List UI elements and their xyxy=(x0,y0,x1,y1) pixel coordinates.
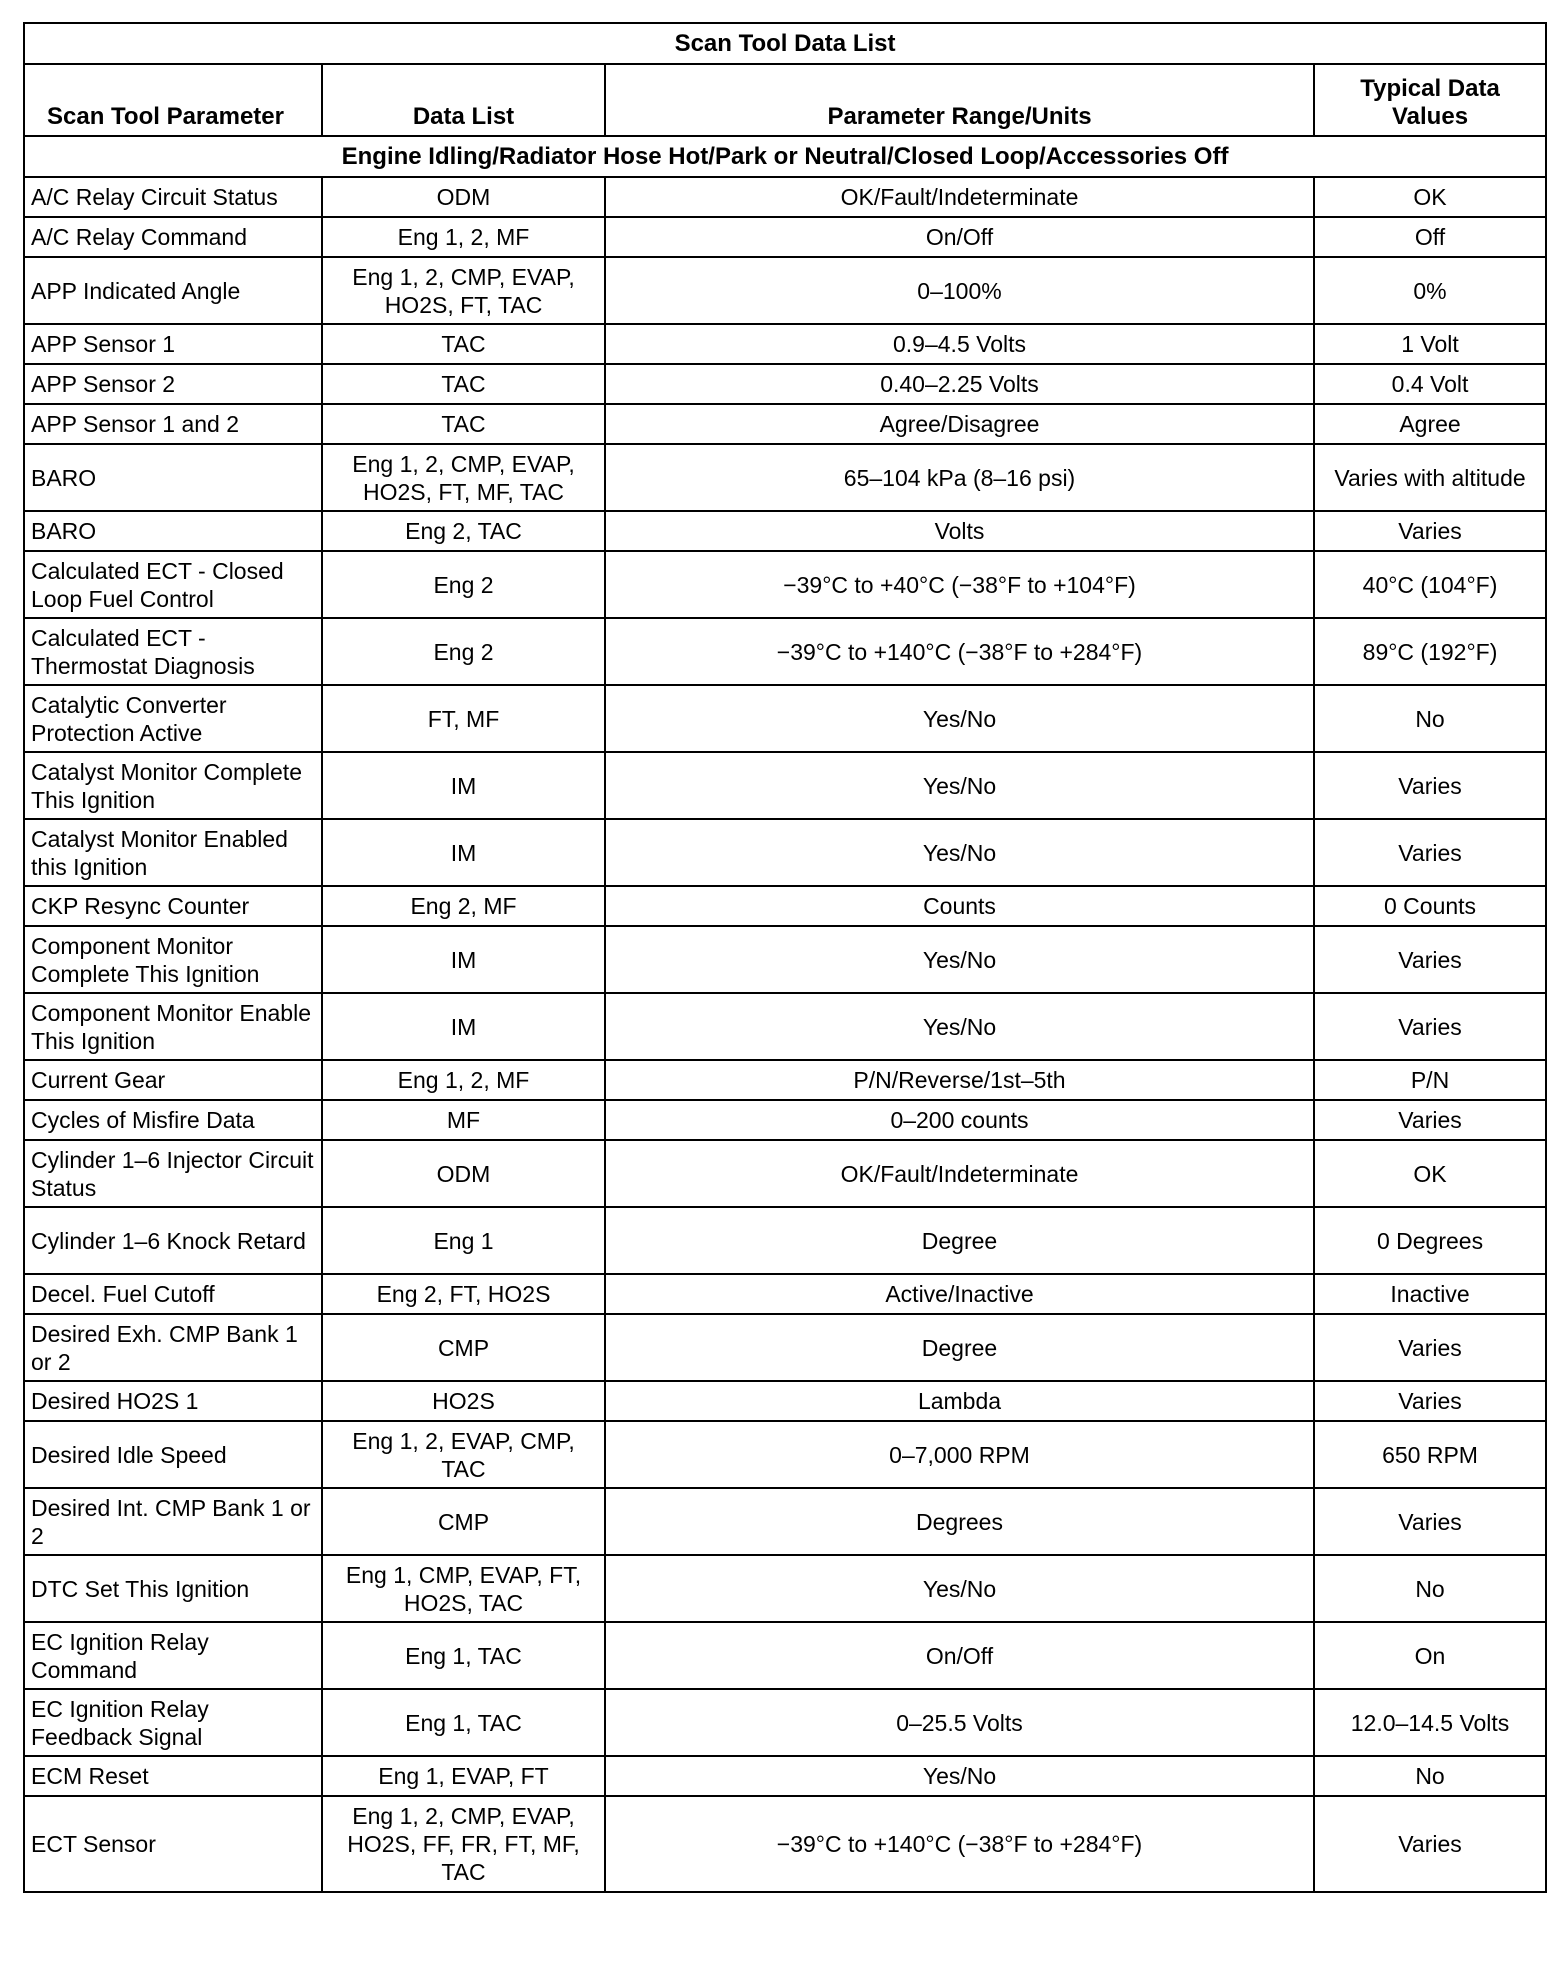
cell-typical-value: 89°C (192°F) xyxy=(1314,618,1546,685)
cell-range-units: 0.40–2.25 Volts xyxy=(605,364,1314,404)
cell-range-units: Volts xyxy=(605,511,1314,551)
cell-range-units: Lambda xyxy=(605,1381,1314,1421)
table-row xyxy=(24,1555,1546,1622)
table-row xyxy=(24,1207,1546,1274)
cell-data-list: TAC xyxy=(322,324,605,364)
cell-range-units: Counts xyxy=(605,886,1314,926)
table-row xyxy=(24,1060,1546,1100)
cell-typical-value: No xyxy=(1314,1756,1546,1796)
cell-data-list: Eng 1, 2, EVAP, CMP, TAC xyxy=(322,1421,605,1488)
cell-data-list: TAC xyxy=(322,364,605,404)
table-row xyxy=(24,1274,1546,1314)
cell-parameter: BARO xyxy=(24,511,322,551)
cell-range-units: Yes/No xyxy=(605,752,1314,819)
cell-parameter: EC Ignition Relay Feedback Signal xyxy=(24,1689,322,1756)
cell-parameter: EC Ignition Relay Command xyxy=(24,1622,322,1689)
table-row xyxy=(24,1689,1546,1756)
table-row xyxy=(24,364,1546,404)
cell-typical-value: P/N xyxy=(1314,1060,1546,1100)
cell-parameter: Component Monitor Complete This Ignition xyxy=(24,926,322,993)
column-header-typical-values: Typical Data Values xyxy=(1314,64,1546,136)
cell-range-units: Degree xyxy=(605,1207,1314,1274)
cell-parameter: Calculated ECT - Thermostat Diagnosis xyxy=(24,618,322,685)
cell-parameter: Catalytic Converter Protection Active xyxy=(24,685,322,752)
cell-data-list: Eng 1, TAC xyxy=(322,1622,605,1689)
cell-parameter: Catalyst Monitor Complete This Ignition xyxy=(24,752,322,819)
cell-typical-value: 1 Volt xyxy=(1314,324,1546,364)
cell-range-units: −39°C to +140°C (−38°F to +284°F) xyxy=(605,618,1314,685)
cell-typical-value: OK xyxy=(1314,177,1546,217)
cell-parameter: APP Sensor 2 xyxy=(24,364,322,404)
cell-data-list: TAC xyxy=(322,404,605,444)
cell-parameter: Desired HO2S 1 xyxy=(24,1381,322,1421)
cell-range-units: 0.9–4.5 Volts xyxy=(605,324,1314,364)
table-row xyxy=(24,1421,1546,1488)
cell-range-units: 0–200 counts xyxy=(605,1100,1314,1140)
table-row xyxy=(24,886,1546,926)
cell-typical-value: Varies xyxy=(1314,752,1546,819)
cell-parameter: BARO xyxy=(24,444,322,511)
table-title: Scan Tool Data List xyxy=(24,23,1546,64)
column-header-parameter: Scan Tool Parameter xyxy=(24,64,322,136)
table-row xyxy=(24,177,1546,217)
table-row xyxy=(24,1314,1546,1381)
cell-range-units: 0–100% xyxy=(605,257,1314,324)
cell-range-units: P/N/Reverse/1st–5th xyxy=(605,1060,1314,1100)
cell-data-list: Eng 1, 2, CMP, EVAP, HO2S, FF, FR, FT, MF, TAC xyxy=(322,1796,605,1892)
scan-tool-data-document xyxy=(23,22,1545,1893)
cell-typical-value: Varies xyxy=(1314,819,1546,886)
cell-data-list: Eng 1, 2, MF xyxy=(322,217,605,257)
cell-parameter: Current Gear xyxy=(24,1060,322,1100)
table-row xyxy=(24,257,1546,324)
cell-typical-value: Inactive xyxy=(1314,1274,1546,1314)
cell-data-list: IM xyxy=(322,926,605,993)
table-row xyxy=(24,685,1546,752)
cell-data-list: IM xyxy=(322,819,605,886)
cell-range-units: On/Off xyxy=(605,217,1314,257)
cell-range-units: Yes/No xyxy=(605,993,1314,1060)
column-header-range-units: Parameter Range/Units xyxy=(605,64,1314,136)
cell-range-units: −39°C to +40°C (−38°F to +104°F) xyxy=(605,551,1314,618)
cell-data-list: Eng 1 xyxy=(322,1207,605,1274)
cell-typical-value: No xyxy=(1314,685,1546,752)
cell-range-units: Degree xyxy=(605,1314,1314,1381)
cell-typical-value: No xyxy=(1314,1555,1546,1622)
cell-range-units: Yes/No xyxy=(605,1756,1314,1796)
cell-typical-value: 650 RPM xyxy=(1314,1421,1546,1488)
table-row xyxy=(24,324,1546,364)
cell-typical-value: Varies xyxy=(1314,1381,1546,1421)
cell-range-units: 0–7,000 RPM xyxy=(605,1421,1314,1488)
cell-data-list: Eng 2, MF xyxy=(322,886,605,926)
cell-typical-value: Varies xyxy=(1314,926,1546,993)
cell-data-list: Eng 1, CMP, EVAP, FT, HO2S, TAC xyxy=(322,1555,605,1622)
cell-parameter: Component Monitor Enable This Ignition xyxy=(24,993,322,1060)
cell-typical-value: Varies xyxy=(1314,1488,1546,1555)
cell-parameter: Decel. Fuel Cutoff xyxy=(24,1274,322,1314)
cell-parameter: A/C Relay Command xyxy=(24,217,322,257)
table-row xyxy=(24,217,1546,257)
table-row xyxy=(24,926,1546,993)
cell-typical-value: 0 Counts xyxy=(1314,886,1546,926)
cell-parameter: Cylinder 1–6 Knock Retard xyxy=(24,1207,322,1274)
cell-data-list: Eng 1, 2, CMP, EVAP, HO2S, FT, TAC xyxy=(322,257,605,324)
cell-parameter: APP Sensor 1 and 2 xyxy=(24,404,322,444)
table-row xyxy=(24,551,1546,618)
column-header-data-list: Data List xyxy=(322,64,605,136)
cell-parameter: ECT Sensor xyxy=(24,1796,322,1892)
cell-data-list: HO2S xyxy=(322,1381,605,1421)
table-row xyxy=(24,1381,1546,1421)
cell-range-units: On/Off xyxy=(605,1622,1314,1689)
cell-parameter: APP Indicated Angle xyxy=(24,257,322,324)
cell-data-list: Eng 1, 2, CMP, EVAP, HO2S, FT, MF, TAC xyxy=(322,444,605,511)
cell-data-list: IM xyxy=(322,752,605,819)
cell-data-list: Eng 2, TAC xyxy=(322,511,605,551)
cell-typical-value: 40°C (104°F) xyxy=(1314,551,1546,618)
table-row xyxy=(24,1796,1546,1892)
cell-typical-value: OK xyxy=(1314,1140,1546,1207)
table-row xyxy=(24,752,1546,819)
cell-range-units: OK/Fault/Indeterminate xyxy=(605,1140,1314,1207)
cell-range-units: Yes/No xyxy=(605,1555,1314,1622)
cell-parameter: APP Sensor 1 xyxy=(24,324,322,364)
cell-typical-value: 0 Degrees xyxy=(1314,1207,1546,1274)
cell-range-units: Yes/No xyxy=(605,685,1314,752)
table-row xyxy=(24,511,1546,551)
cell-data-list: CMP xyxy=(322,1314,605,1381)
cell-data-list: Eng 2 xyxy=(322,618,605,685)
cell-data-list: Eng 1, TAC xyxy=(322,1689,605,1756)
cell-parameter: Desired Idle Speed xyxy=(24,1421,322,1488)
cell-typical-value: Varies xyxy=(1314,1100,1546,1140)
table-body xyxy=(24,177,1546,1892)
table-row xyxy=(24,993,1546,1060)
cell-typical-value: 12.0–14.5 Volts xyxy=(1314,1689,1546,1756)
cell-data-list: Eng 2 xyxy=(322,551,605,618)
cell-data-list: CMP xyxy=(322,1488,605,1555)
cell-range-units: 65–104 kPa (8–16 psi) xyxy=(605,444,1314,511)
cell-typical-value: Varies xyxy=(1314,1796,1546,1892)
scan-tool-data-table xyxy=(23,22,1547,1893)
table-row xyxy=(24,1100,1546,1140)
cell-data-list: ODM xyxy=(322,1140,605,1207)
cell-data-list: MF xyxy=(322,1100,605,1140)
table-row xyxy=(24,819,1546,886)
cell-range-units: −39°C to +140°C (−38°F to +284°F) xyxy=(605,1796,1314,1892)
cell-typical-value: Off xyxy=(1314,217,1546,257)
cell-range-units: OK/Fault/Indeterminate xyxy=(605,177,1314,217)
cell-parameter: Catalyst Monitor Enabled this Ignition xyxy=(24,819,322,886)
cell-parameter: A/C Relay Circuit Status xyxy=(24,177,322,217)
cell-range-units: Yes/No xyxy=(605,926,1314,993)
operating-condition-row: Engine Idling/Radiator Hose Hot/Park or Neutral/Closed Loop/Accessories Off xyxy=(24,136,1546,177)
cell-data-list: Eng 2, FT, HO2S xyxy=(322,1274,605,1314)
cell-parameter: ECM Reset xyxy=(24,1756,322,1796)
table-row xyxy=(24,1488,1546,1555)
cell-parameter: CKP Resync Counter xyxy=(24,886,322,926)
cell-typical-value: Varies xyxy=(1314,993,1546,1060)
cell-typical-value: Varies xyxy=(1314,511,1546,551)
cell-parameter: Desired Int. CMP Bank 1 or 2 xyxy=(24,1488,322,1555)
cell-typical-value: 0% xyxy=(1314,257,1546,324)
cell-typical-value: 0.4 Volt xyxy=(1314,364,1546,404)
cell-range-units: Degrees xyxy=(605,1488,1314,1555)
cell-range-units: 0–25.5 Volts xyxy=(605,1689,1314,1756)
cell-data-list: Eng 1, EVAP, FT xyxy=(322,1756,605,1796)
cell-range-units: Agree/Disagree xyxy=(605,404,1314,444)
cell-parameter: Calculated ECT - Closed Loop Fuel Control xyxy=(24,551,322,618)
table-row xyxy=(24,1140,1546,1207)
cell-range-units: Active/Inactive xyxy=(605,1274,1314,1314)
cell-range-units: Yes/No xyxy=(605,819,1314,886)
table-row xyxy=(24,1756,1546,1796)
cell-parameter: DTC Set This Ignition xyxy=(24,1555,322,1622)
cell-parameter: Cylinder 1–6 Injector Circuit Status xyxy=(24,1140,322,1207)
table-row xyxy=(24,1622,1546,1689)
cell-parameter: Desired Exh. CMP Bank 1 or 2 xyxy=(24,1314,322,1381)
table-row xyxy=(24,404,1546,444)
cell-typical-value: Varies xyxy=(1314,1314,1546,1381)
cell-data-list: ODM xyxy=(322,177,605,217)
table-row xyxy=(24,618,1546,685)
cell-typical-value: Agree xyxy=(1314,404,1546,444)
cell-parameter: Cycles of Misfire Data xyxy=(24,1100,322,1140)
cell-data-list: FT, MF xyxy=(322,685,605,752)
table-row xyxy=(24,444,1546,511)
cell-data-list: Eng 1, 2, MF xyxy=(322,1060,605,1100)
cell-typical-value: On xyxy=(1314,1622,1546,1689)
cell-typical-value: Varies with altitude xyxy=(1314,444,1546,511)
cell-data-list: IM xyxy=(322,993,605,1060)
